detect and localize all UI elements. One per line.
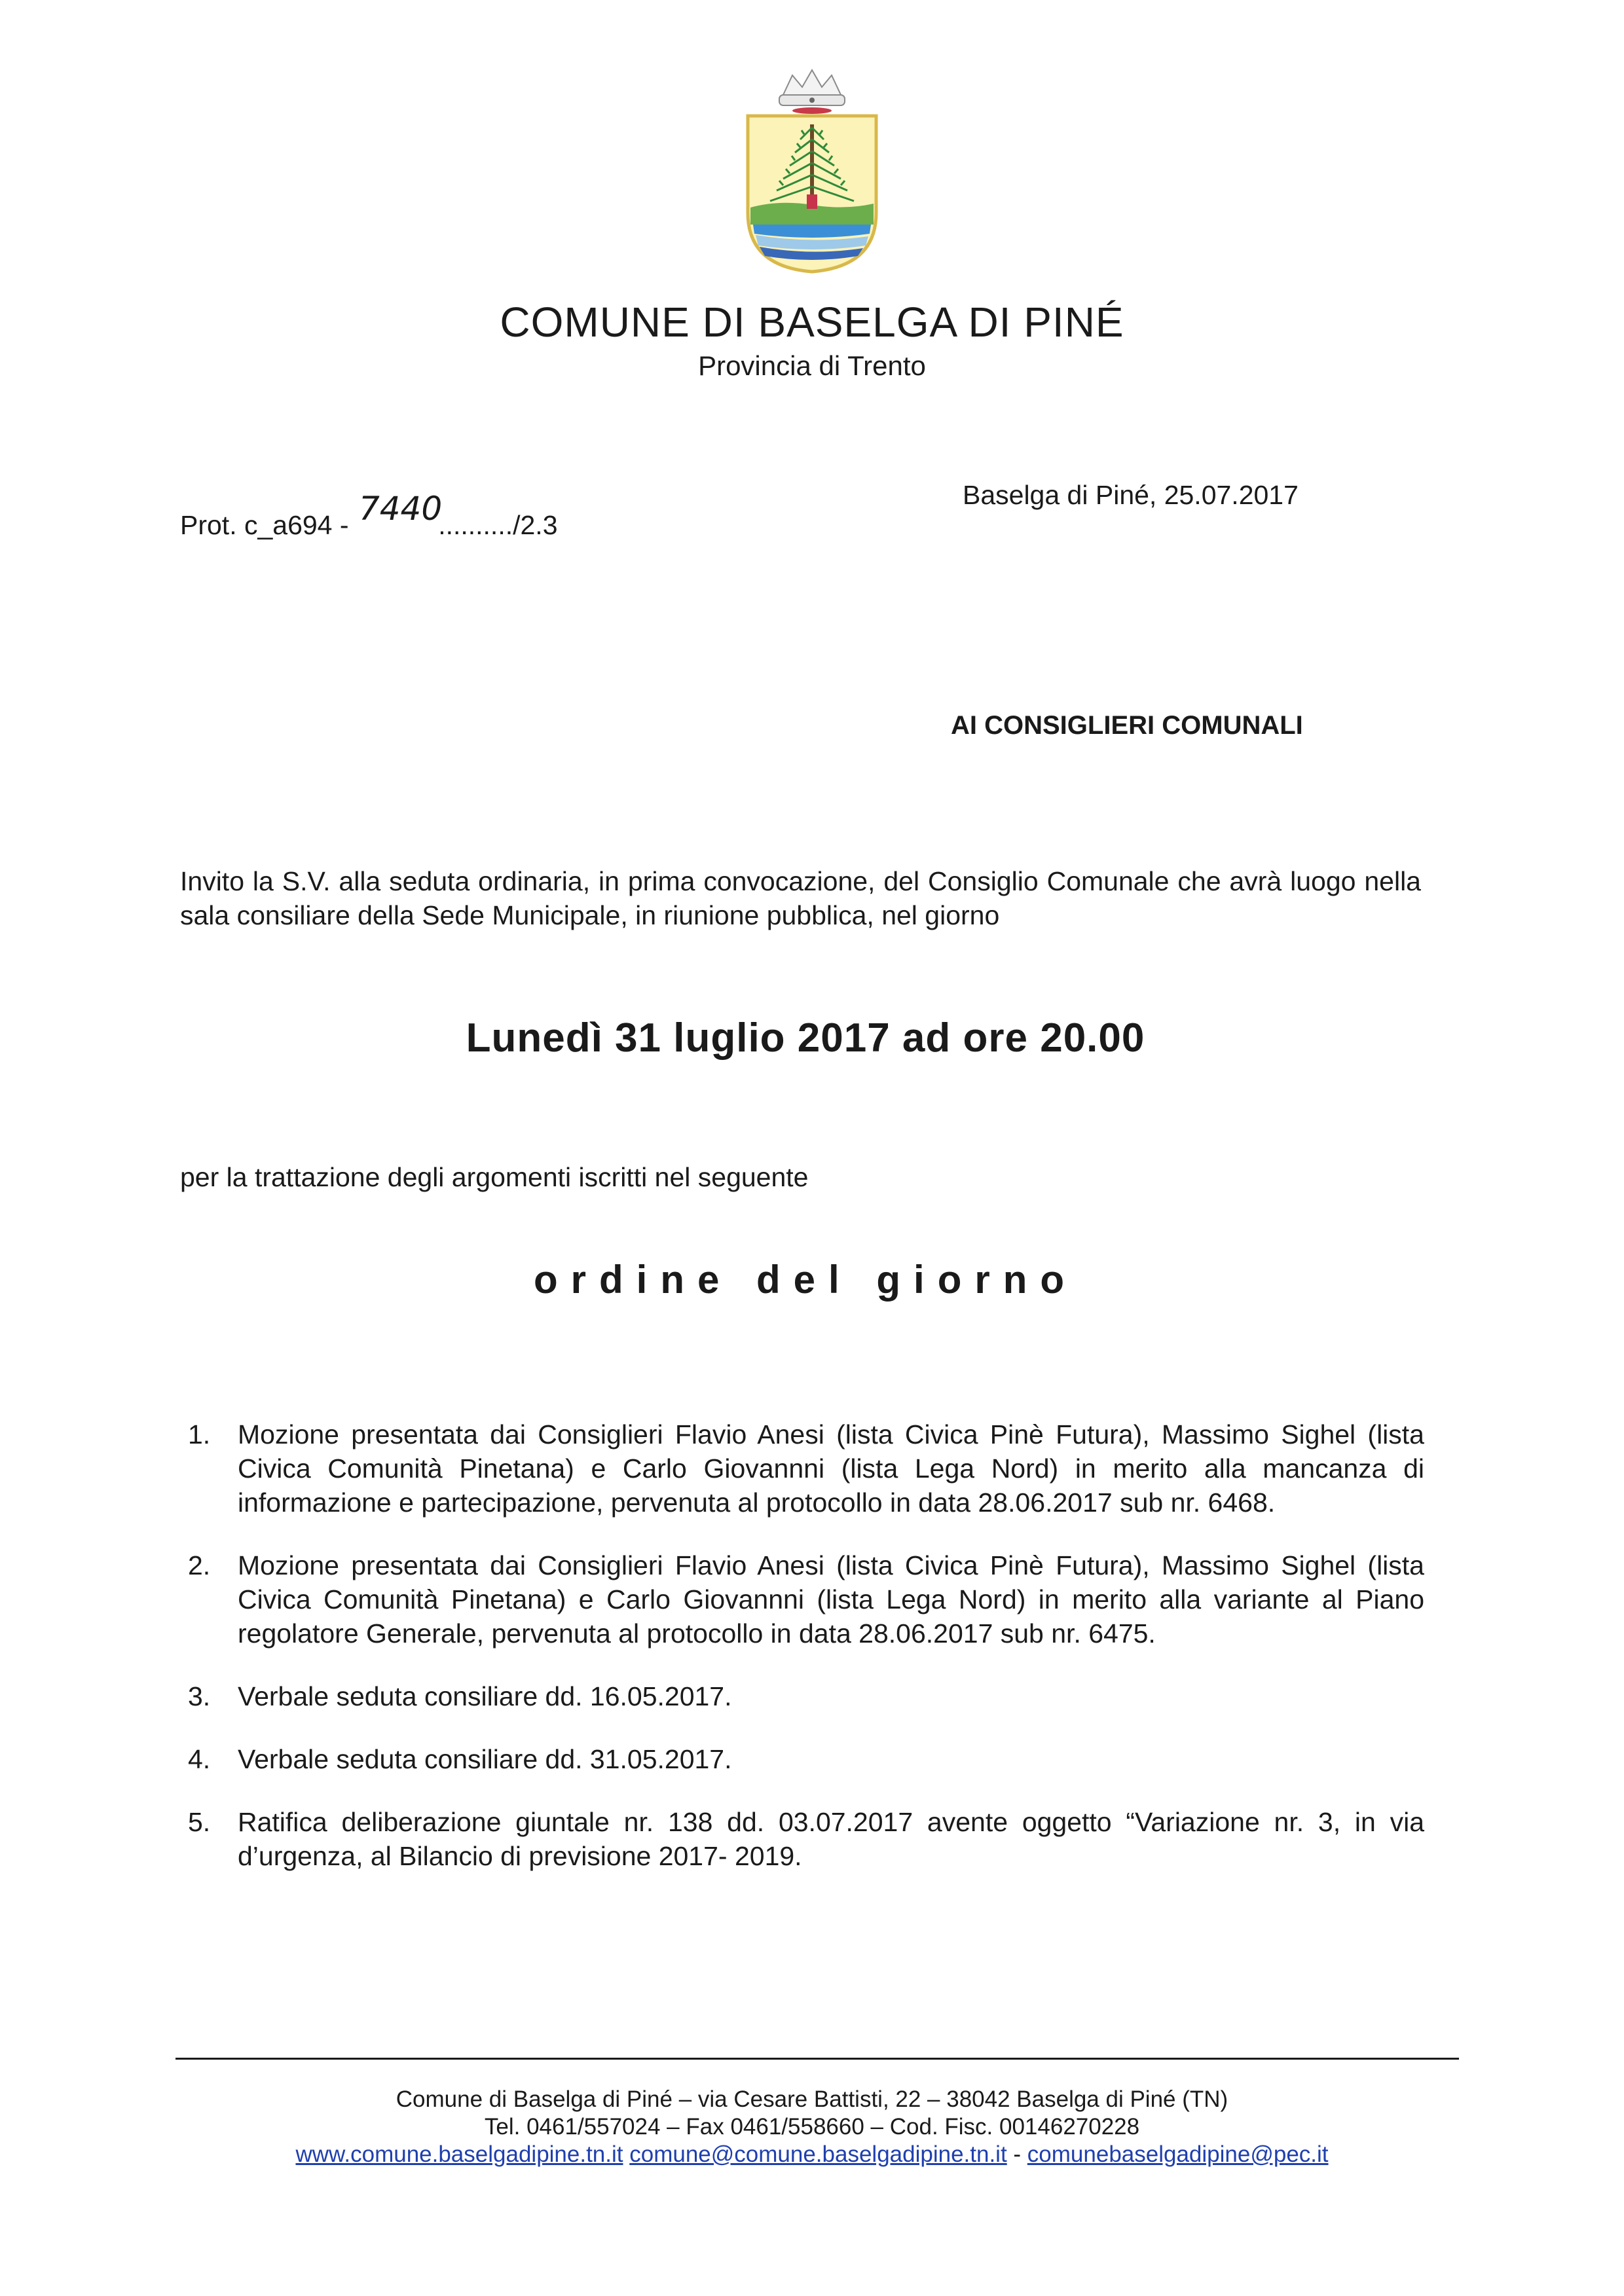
- agenda-item-text: Ratifica deliberazione giuntale nr. 138 dd. 03.07.2017 avente oggetto “Variazione nr. 3, in via d’urgenza, al Bilancio di previsione 2017- 2019.: [238, 1807, 1424, 1871]
- agenda-item-text: Verbale seduta consiliare dd. 16.05.2017.: [238, 1681, 732, 1711]
- invitation-paragraph: Invito la S.V. alla seduta ordinaria, in prima convocazione, del Consiglio Comunale che avrà luogo nella sala consiliare della Sede Municipale, in riunione pubblica, nel giorno: [180, 866, 1421, 930]
- recipient-line: AI CONSIGLIERI COMUNALI: [951, 711, 1303, 740]
- footer-links: [0, 2141, 1624, 2168]
- footer-address: Comune di Baselga di Piné – via Cesare Battisti, 22 – 38042 Baselga di Piné (TN): [396, 2086, 1228, 2112]
- agenda-item-number: 1.: [188, 1419, 211, 1449]
- agenda-item-number: 4.: [188, 1744, 211, 1774]
- pec-email-link[interactable]: comunebaselgadipine@pec.it: [1027, 2141, 1329, 2167]
- protocol-dots: ..........: [438, 510, 513, 540]
- protocol-reference: [180, 490, 558, 542]
- place-and-date: Baselga di Piné, 25.07.2017: [963, 480, 1299, 510]
- agenda-item-text: Verbale seduta consiliare dd. 31.05.2017.: [238, 1744, 732, 1774]
- organization-province: Provincia di Trento: [698, 350, 926, 381]
- footer-link-separator: -: [1006, 2141, 1027, 2167]
- agenda-lead-in: per la trattazione degli argomenti iscritti nel seguente: [180, 1162, 809, 1192]
- agenda-item: [180, 1742, 1424, 1776]
- website-link[interactable]: www.comune.baselgadipine.tn.it: [295, 2141, 623, 2167]
- crown-icon: [779, 70, 845, 114]
- protocol-prefix: Prot. c_a694 -: [180, 510, 349, 540]
- agenda-item-text: Mozione presentata dai Consiglieri Flavio Anesi (lista Civica Pinè Futura), Massimo Sighel (lista Civica Comunità Pinetana) e Carlo Giovannni (lista Lega Nord) in merito alla mancanza di informazione e partecipazione, pervenuta al protocollo in data 28.06.2017 sub nr. 6468.: [238, 1419, 1424, 1518]
- agenda-item: [180, 1548, 1424, 1650]
- footer-divider: [175, 2058, 1459, 2060]
- agenda-item-text: Mozione presentata dai Consiglieri Flavio Anesi (lista Civica Pinè Futura), Massimo Sighel (lista Civica Comunità Pinetana) e Carlo Giovannni (lista Lega Nord) in merito alla variante al Piano regolatore Generale, pervenuta al protocollo in data 28.06.2017 sub nr. 6475.: [238, 1550, 1424, 1649]
- protocol-number-handwritten: 7440: [358, 490, 443, 528]
- agenda-item: [180, 1679, 1424, 1713]
- municipal-coat-of-arms-icon: [727, 56, 897, 278]
- agenda-item: [180, 1417, 1424, 1520]
- email-link[interactable]: comune@comune.baselgadipine.tn.it: [629, 2141, 1007, 2167]
- agenda-list: [180, 1417, 1424, 1902]
- agenda-item-number: 5.: [188, 1807, 211, 1837]
- agenda-item-number: 3.: [188, 1681, 211, 1711]
- meeting-datetime: Lunedì 31 luglio 2017 ad ore 20.00: [466, 1015, 1145, 1061]
- protocol-suffix: /2.3: [513, 510, 558, 540]
- agenda-title: ordine del giorno: [534, 1258, 1077, 1302]
- agenda-item-number: 2.: [188, 1550, 211, 1580]
- organization-name: COMUNE DI BASELGA DI PINÉ: [500, 299, 1124, 346]
- footer-contacts: Tel. 0461/557024 – Fax 0461/558660 – Cod. Fisc. 00146270228: [484, 2114, 1140, 2140]
- agenda-item: [180, 1805, 1424, 1873]
